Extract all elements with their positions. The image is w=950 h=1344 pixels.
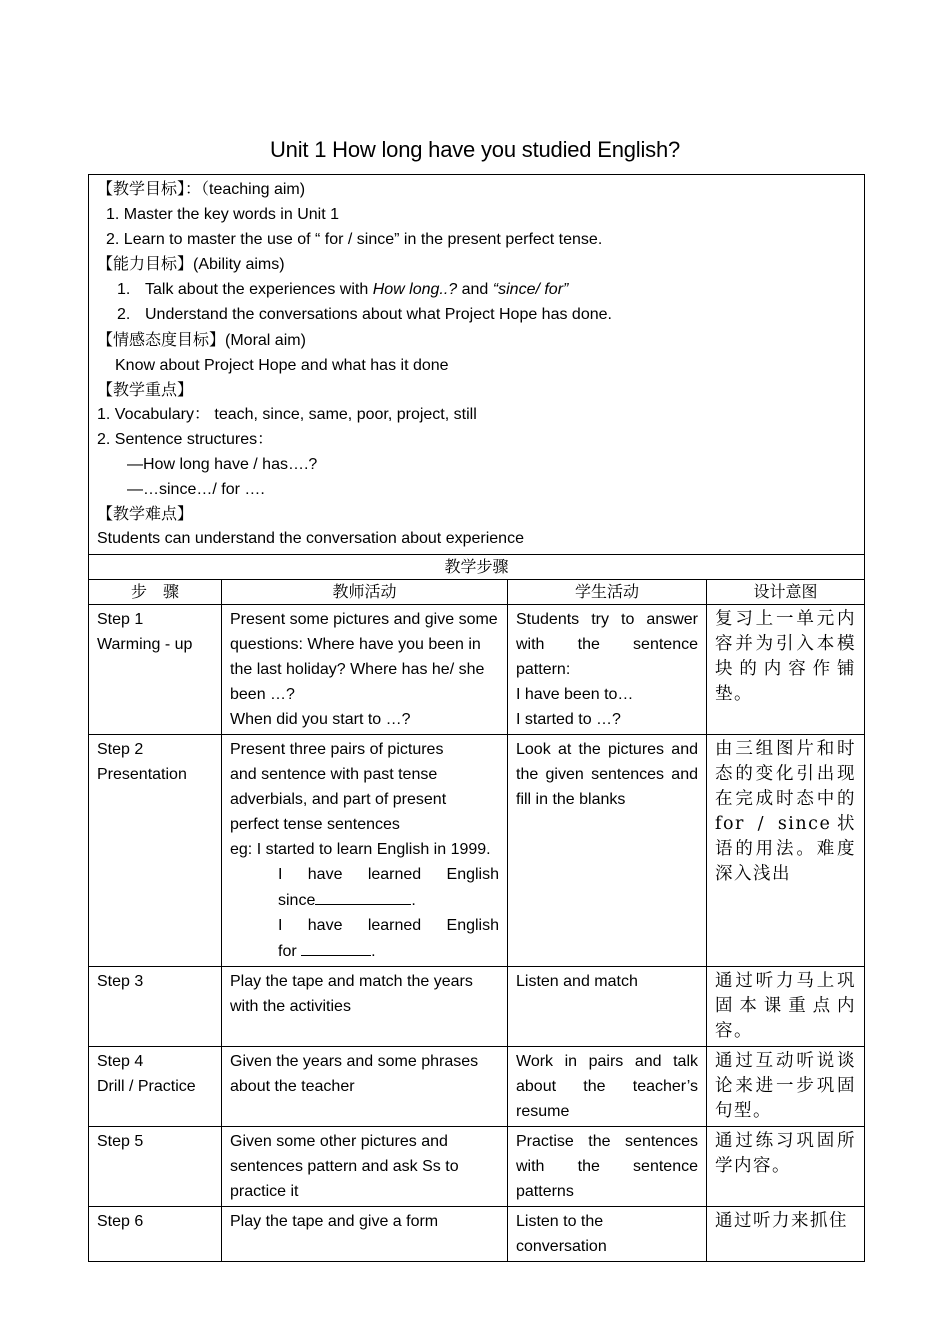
step-name: Drill / Practice — [97, 1077, 196, 1095]
step-number: Step 6 — [97, 1212, 144, 1230]
teaching-aim-item: 2. Learn to master the use of “ for / since” in the present perfect tense. — [106, 230, 603, 248]
teacher-activity-text: Given some other pictures and — [230, 1132, 448, 1150]
teacher-activity-text: about the teacher — [230, 1077, 355, 1095]
fill-blank — [301, 938, 371, 956]
purpose-cell: 通过听力来抓住 — [707, 1206, 865, 1261]
vocabulary-line: 1. Vocabulary： teach, since, same, poor, project, still — [97, 406, 477, 424]
structures-line: 2. Sentence structures： — [97, 430, 274, 448]
teacher-activity-text: adverbials, and part of present — [230, 790, 447, 808]
student-activity-cell: Listen to the conversation — [508, 1206, 707, 1261]
teaching-aim-header-cn: 【教学目标】： — [97, 179, 202, 198]
step-number: Step 3 — [97, 972, 144, 990]
step-cell — [89, 734, 222, 966]
ability-aim-italic: “since/ for” — [492, 281, 569, 299]
teacher-activity-cell — [222, 966, 508, 1046]
table-row — [89, 1126, 865, 1206]
ability-aim-italic: How long..? — [372, 281, 458, 299]
ability-aim-number: 2. — [117, 305, 131, 323]
teacher-activity-text: with the activities — [230, 997, 351, 1015]
teacher-activity-text: practice it — [230, 1182, 299, 1200]
page-title: Unit 1 How long have you studied English? — [269, 137, 681, 162]
structure-item: —How long have / has….? — [127, 455, 318, 473]
moral-aim-header-cn: 【情感态度目标】 — [97, 329, 226, 349]
teacher-activity-text: Present some pictures and give some questions: Where have you been in the last holiday? Where has he/ she been …? — [230, 610, 498, 703]
objectives-section — [89, 175, 865, 555]
step-cell — [89, 604, 222, 734]
structure-item: —…since…/ for …. — [127, 480, 265, 498]
student-activity-text: I started to …? — [516, 710, 621, 728]
student-activity-text: Students try to answer with the sentence pattern: — [516, 610, 698, 678]
teaching-aim-header-en: （teaching aim) — [201, 181, 306, 198]
teacher-activity-text: perfect tense sentences — [230, 815, 400, 833]
ability-aim-text: Talk about the experiences with — [145, 281, 373, 299]
ability-aim-header — [97, 252, 856, 278]
teacher-activity-text: Play the tape and give a form — [230, 1212, 439, 1230]
example-sentence-text: I have learned English since — [278, 865, 499, 909]
key-points-header: 【教学重点】 — [97, 380, 194, 400]
step-name: Warming - up — [97, 635, 193, 653]
step-name: Presentation — [97, 765, 187, 783]
teaching-aim-header — [97, 177, 856, 203]
example-sentence-text: I have learned English for — [278, 916, 499, 960]
step-number: Step 2 — [97, 740, 144, 758]
purpose-cell: 通过互动听说谈论来进一步巩固句型。 — [707, 1046, 865, 1126]
purpose-cell: 由三组图片和时态的变化引出现在完成时态中的for / since状语的用法。难度深入浅出 — [707, 734, 865, 966]
teacher-activity-text: sentences pattern and ask Ss to — [230, 1157, 459, 1175]
student-activity-text: I have been to… — [516, 685, 634, 703]
table-row — [89, 1046, 865, 1126]
teacher-activity-cell — [222, 734, 508, 966]
fill-blank — [315, 887, 411, 905]
student-activity-cell: Practise the sentences with the sentence patterns — [508, 1126, 707, 1206]
student-activity-cell — [508, 604, 707, 734]
ability-aim-number: 1. — [117, 281, 131, 299]
teacher-activity-cell — [222, 1046, 508, 1126]
column-header-teacher: 教师活动 — [222, 579, 508, 604]
purpose-cell: 复习上一单元内容并为引入本模块的内容作铺垫。 — [707, 604, 865, 734]
moral-aim-header-en: (Moral aim) — [225, 331, 306, 349]
teacher-activity-text: Present three pairs of pictures — [230, 740, 444, 758]
teaching-aim-item: 1. Master the key words in Unit 1 — [106, 205, 339, 223]
teacher-activity-text: Given the years and some phrases — [230, 1052, 479, 1070]
ability-aim-item — [97, 303, 856, 328]
steps-header: 教学步骤 — [89, 554, 865, 579]
column-header-purpose: 设计意图 — [707, 579, 865, 604]
difficult-points-text: Students can understand the conversation about experience — [97, 530, 524, 548]
ability-aim-item — [97, 278, 856, 303]
ability-aim-conjunction: and — [457, 281, 493, 299]
student-activity-cell: Work in pairs and talk about the teacher’s resume — [508, 1046, 707, 1126]
teacher-activity-cell — [222, 1206, 508, 1261]
student-activity-cell: Look at the pictures and the given sentences and fill in the blanks — [508, 734, 707, 966]
teacher-activity-text: When did you start to …? — [230, 710, 411, 728]
lesson-plan-table — [88, 174, 865, 1262]
table-row — [89, 734, 865, 966]
step-number: Step 4 — [97, 1052, 144, 1070]
table-row — [89, 1206, 865, 1261]
student-activity-cell: Listen and match — [508, 966, 707, 1046]
step-cell — [89, 1206, 222, 1261]
table-row — [89, 604, 865, 734]
step-cell — [89, 1126, 222, 1206]
column-header-step: 步 骤 — [89, 579, 222, 604]
step-cell — [89, 966, 222, 1046]
teacher-activity-text: and sentence with past tense — [230, 765, 438, 783]
teacher-activity-cell — [222, 1126, 508, 1206]
table-row — [89, 966, 865, 1046]
step-cell — [89, 1046, 222, 1126]
ability-aim-header-cn: 【能力目标】 — [97, 254, 194, 274]
moral-aim-text: Know about Project Hope and what has it done — [115, 356, 449, 374]
ability-aim-header-en: (Ability aims) — [193, 256, 285, 274]
teacher-activity-text: eg: I started to learn English in 1999. — [230, 840, 491, 858]
teacher-activity-cell — [222, 604, 508, 734]
example-sentence: I have learned English for . — [278, 916, 499, 960]
column-header-student: 学生活动 — [508, 579, 707, 604]
ability-aim-text: Understand the conversations about what Project Hope has done. — [145, 305, 612, 323]
difficult-points-header: 【教学难点】 — [97, 504, 194, 524]
step-number: Step 1 — [97, 610, 144, 628]
example-sentence: I have learned English since . — [278, 865, 499, 909]
step-number: Step 5 — [97, 1132, 144, 1150]
teacher-activity-text: Play the tape and match the years — [230, 972, 473, 990]
purpose-cell: 通过练习巩固所学内容。 — [707, 1126, 865, 1206]
moral-aim-header — [97, 328, 856, 354]
purpose-cell: 通过听力马上巩固本课重点内容。 — [707, 966, 865, 1046]
